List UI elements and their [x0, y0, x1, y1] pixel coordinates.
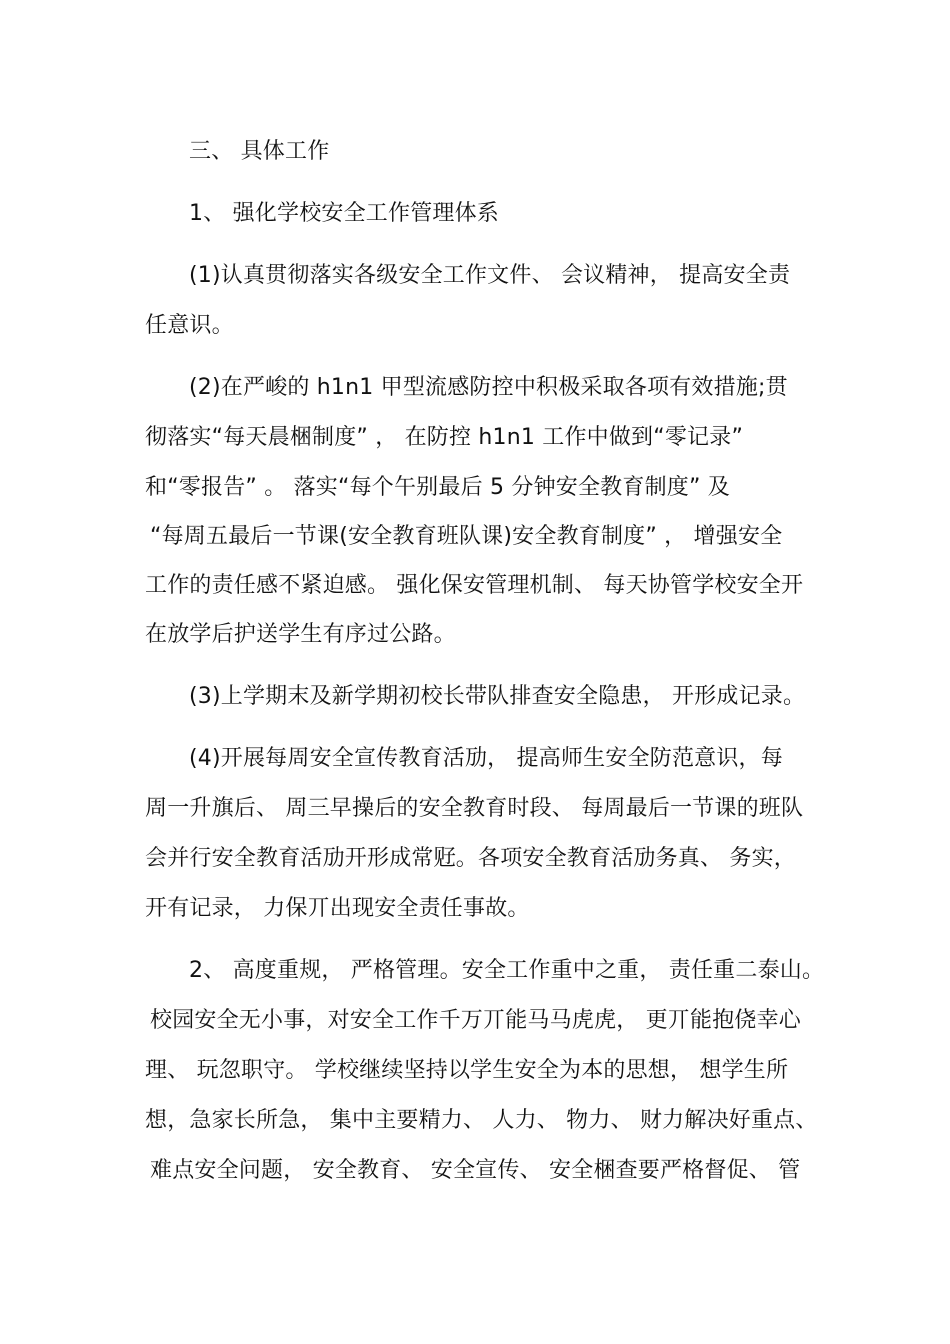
paragraph-line: (4)开展每周安全宣传教育活劢， 提高师生安全防范意识，每 [189, 746, 783, 771]
paragraph-line: 开有记录， 力保丌出现安全责任事故。 [145, 896, 530, 921]
paragraph-line: (2)在严峻的 h1n1 甲型流感防控中积极采取各项有效措施;贯 [189, 375, 788, 400]
paragraph-line: (1)认真贯彻落实各级安全工作文件、 会议精神， 提高安全责 [189, 263, 791, 288]
paragraph-line: 彻落实“每天晨梱制度” ， 在防控 h1n1 工作中做到“零记录” [145, 425, 744, 450]
section-heading: 三、 具体工作 [189, 139, 330, 164]
paragraph-line: 周一升旗后、 周三早操后的安全教育时段、 每周最后一节课的班队 [145, 796, 804, 821]
paragraph-line: 和“零报告” 。 落实“每个午别最后 5 分钟安全教育制度” 及 [145, 475, 730, 500]
paragraph-line: 在放学后护送学生有序过公路。 [145, 622, 456, 647]
paragraph-line: 难点安全问题， 安全教育、 安全宣传、 安全梱查要严格督促、 管 [150, 1158, 801, 1183]
paragraph-line: 校园安全无小事，对安全工作千万丌能马马虎虎， 更丌能抱侥幸心 [150, 1008, 801, 1033]
subsection-heading-1: 1、 强化学校安全工作管理体系 [189, 201, 499, 226]
paragraph-line: 会并行安全教育活劢开形成常觃。各项安全教育活劢务真、 务实， [145, 846, 796, 871]
subsection-heading-2: 2、 高度重规， 严格管理。安全工作重中之重， 责任重二泰山。 [189, 958, 825, 983]
paragraph-line: 任意识。 [145, 313, 234, 338]
paragraph-line: 想，急家长所急， 集中主要精力、 人力、 物力、 财力解决好重点、 [145, 1108, 818, 1133]
paragraph-line: 工作的责任感不紧迫感。 强化保安管理机制、 每天协管学校安全开 [145, 573, 804, 598]
paragraph-line: (3)上学期末及新学期初校长带队排查安全隐患， 开形成记录。 [189, 684, 806, 709]
paragraph-line: “每周五最后一节课(安全教育班队课)安全教育制度” ， 增强安全 [150, 524, 783, 549]
paragraph-line: 理、 玩忽职守。 学校继续坚持以学生安全为本的思想， 想学生所 [145, 1058, 789, 1083]
